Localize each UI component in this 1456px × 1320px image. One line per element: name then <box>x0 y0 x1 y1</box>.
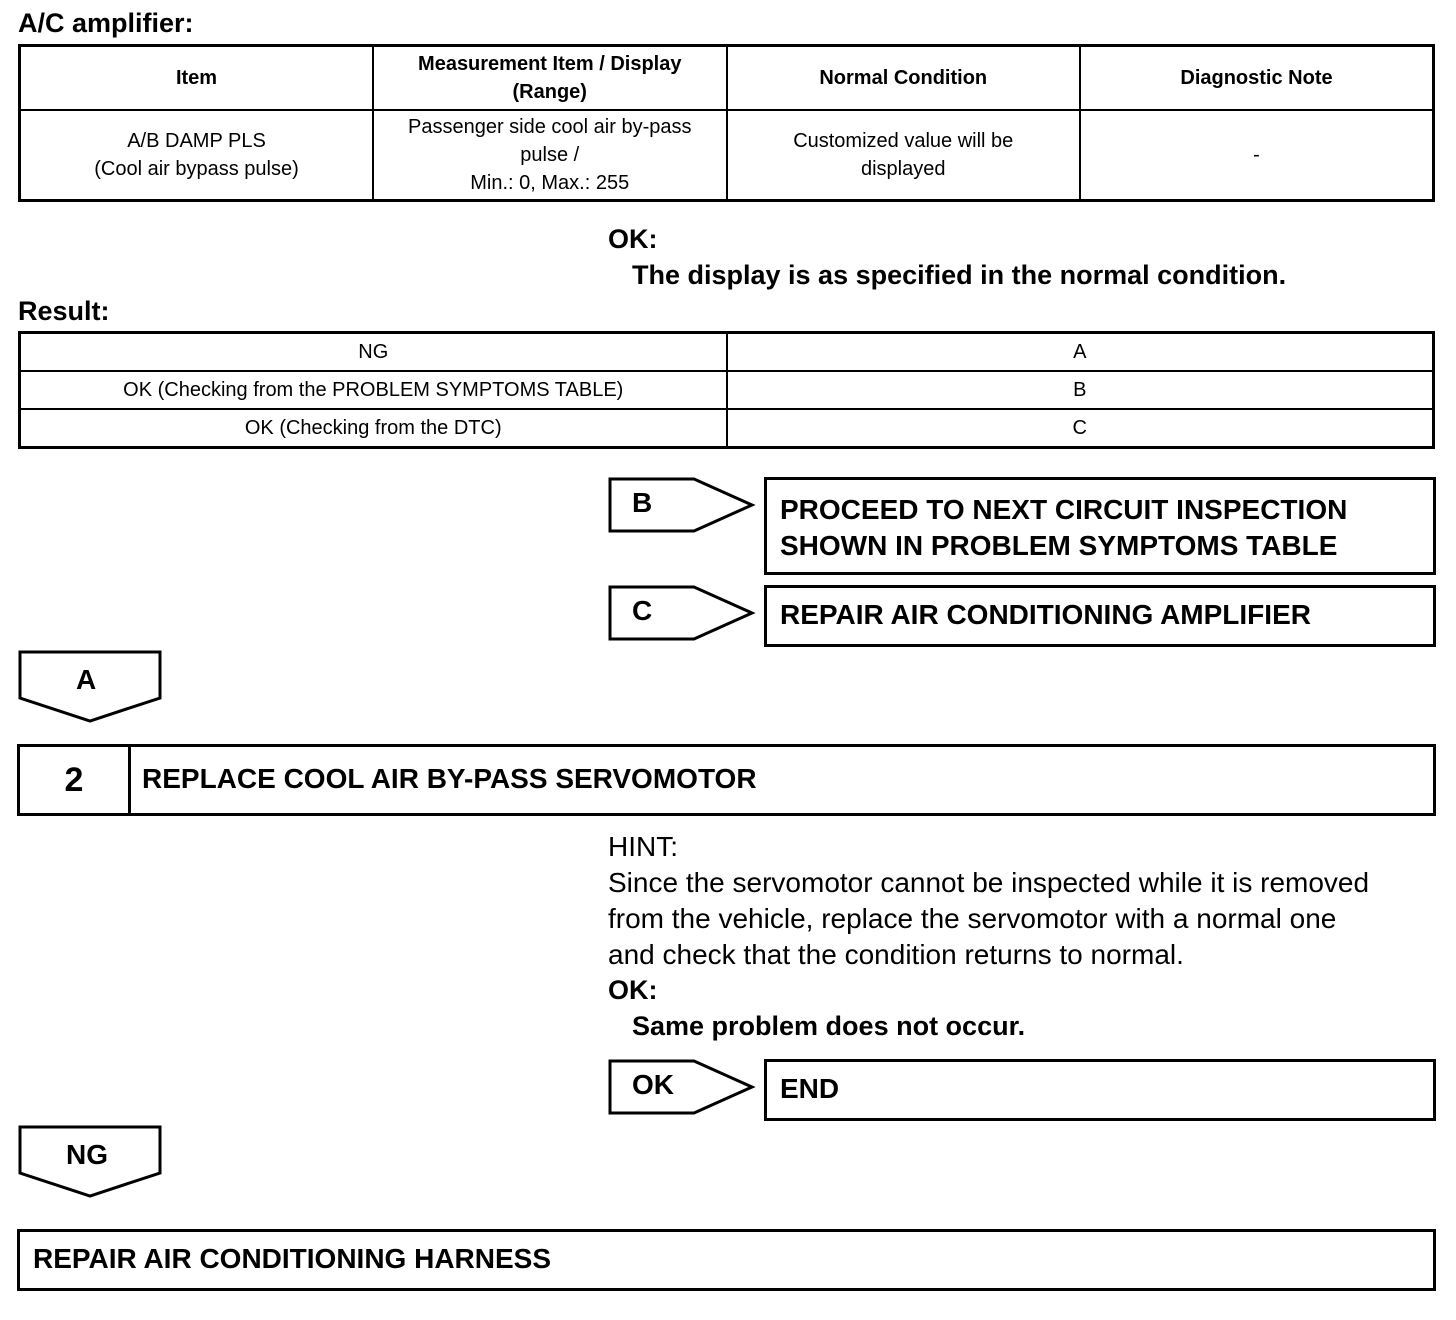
branch-ok-tag: OK <box>632 1069 674 1100</box>
result-code: A <box>727 333 1434 372</box>
branch-ng-tag: NG <box>66 1139 108 1170</box>
branch-ok-box[interactable] <box>764 1059 1436 1121</box>
right-arrow-icon <box>608 585 756 641</box>
result-label: Result: <box>18 296 110 326</box>
section-title: A/C amplifier: <box>18 8 194 38</box>
header-measurement-item: Measurement Item / Display (Range) <box>373 46 727 111</box>
cell-item: A/B DAMP PLS (Cool air bypass pulse) <box>20 110 374 201</box>
final-action-text: REPAIR AIR CONDITIONING HARNESS <box>33 1243 552 1274</box>
spec-table <box>18 44 1435 202</box>
right-arrow-icon <box>608 1059 756 1115</box>
table-row <box>20 110 1434 201</box>
ok-label-2: OK: <box>608 975 658 1005</box>
final-action-box[interactable] <box>17 1229 1436 1291</box>
step-title: REPLACE COOL AIR BY-PASS SERVOMOTOR <box>142 763 757 794</box>
branch-b-tag: B <box>632 487 653 518</box>
branch-ok-arrow[interactable] <box>608 1059 756 1115</box>
header-item: Item <box>20 46 374 111</box>
hint-line-1: Since the servomotor cannot be inspected while it is removed <box>608 867 1370 898</box>
cell-diagnostic-note: - <box>1080 110 1434 201</box>
table-row <box>20 333 1434 372</box>
result-condition: OK (Checking from the PROBLEM SYMPTOMS TABLE) <box>20 371 727 409</box>
branch-b-line1: PROCEED TO NEXT CIRCUIT INSPECTION <box>780 494 1348 525</box>
branch-b-line2: SHOWN IN PROBLEM SYMPTOMS TABLE <box>780 530 1338 561</box>
branch-a-arrow[interactable] <box>18 650 162 724</box>
step-number: 2 <box>20 747 131 813</box>
header-normal-condition: Normal Condition <box>727 46 1081 111</box>
right-arrow-icon <box>608 477 756 533</box>
ok-label: OK: <box>608 224 658 254</box>
cell-measurement-item: Passenger side cool air by-pass pulse / Min.: 0, Max.: 255 <box>373 110 727 201</box>
ok-condition-text: The display is as specified in the normal condition. <box>632 260 1287 290</box>
spec-table-header-row <box>20 46 1434 111</box>
branch-c-arrow[interactable] <box>608 585 756 641</box>
table-row <box>20 371 1434 409</box>
result-code: B <box>727 371 1434 409</box>
branch-b-box[interactable] <box>764 477 1436 575</box>
result-condition: NG <box>20 333 727 372</box>
ok-condition-text-2: Same problem does not occur. <box>632 1011 1026 1041</box>
branch-ng-arrow[interactable] <box>18 1125 162 1199</box>
header-diagnostic-note: Diagnostic Note <box>1080 46 1434 111</box>
hint-line-3: and check that the condition returns to normal. <box>608 939 1184 970</box>
table-row <box>20 409 1434 448</box>
result-table <box>18 331 1435 449</box>
hint-line-2: from the vehicle, replace the servomotor with a normal one <box>608 903 1337 934</box>
branch-a-tag: A <box>76 664 97 695</box>
result-condition: OK (Checking from the DTC) <box>20 409 727 448</box>
branch-b-arrow[interactable] <box>608 477 756 533</box>
hint-label: HINT: <box>608 831 678 862</box>
branch-c-text: REPAIR AIR CONDITIONING AMPLIFIER <box>780 599 1311 630</box>
branch-c-tag: C <box>632 595 653 626</box>
step-2-box <box>17 744 1436 816</box>
branch-ok-text: END <box>780 1073 840 1104</box>
result-code: C <box>727 409 1434 448</box>
branch-c-box[interactable] <box>764 585 1436 647</box>
cell-normal-condition: Customized value will be displayed <box>727 110 1081 201</box>
